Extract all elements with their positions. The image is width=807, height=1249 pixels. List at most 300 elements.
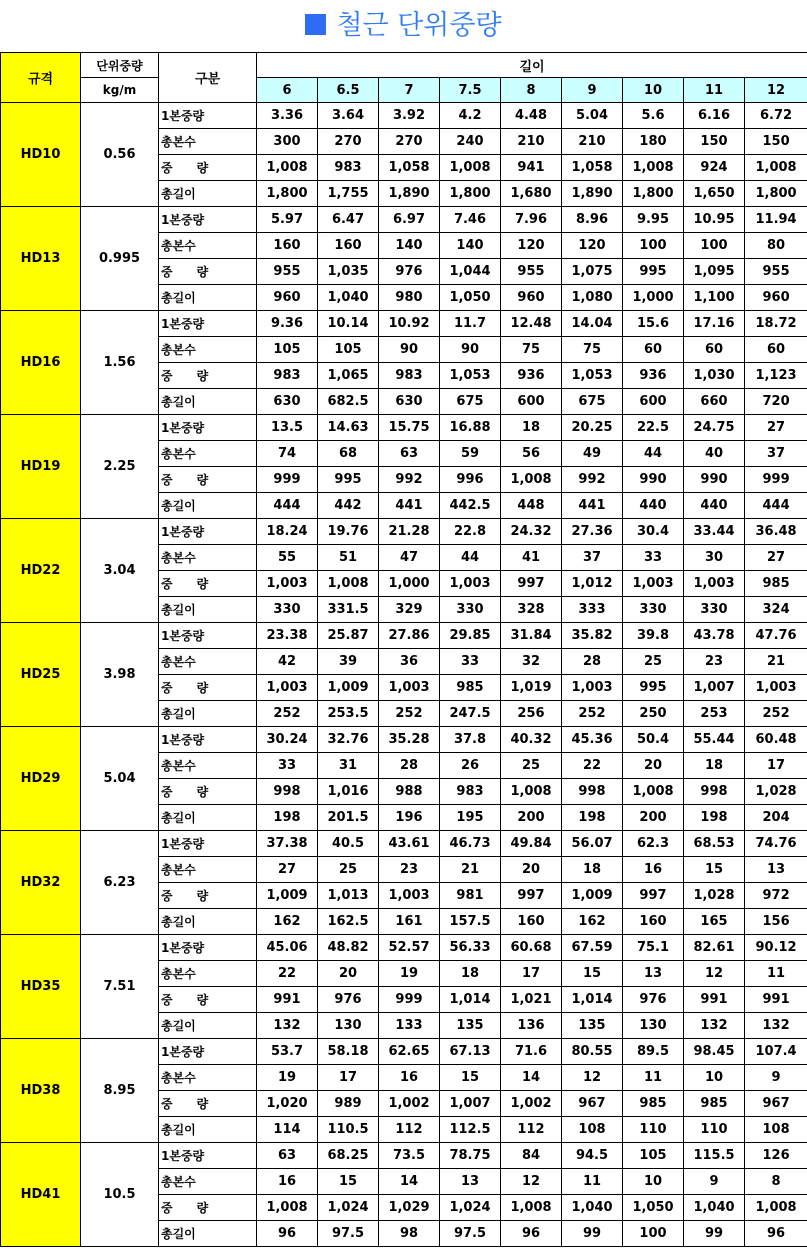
row-label-cell: 중 량 (159, 155, 257, 181)
value-cell: 981 (440, 883, 501, 909)
value-cell: 110 (684, 1117, 745, 1143)
row-label-cell: 1본중량 (159, 415, 257, 441)
value-cell: 1,058 (562, 155, 623, 181)
value-cell: 46.73 (440, 831, 501, 857)
title-bar (0, 0, 807, 52)
value-cell: 960 (745, 285, 807, 311)
spec-cell: HD35 (1, 935, 81, 1039)
value-cell: 1,080 (562, 285, 623, 311)
value-cell: 1,035 (318, 259, 379, 285)
value-cell: 136 (501, 1013, 562, 1039)
value-cell: 1,040 (684, 1195, 745, 1221)
value-cell: 441 (562, 493, 623, 519)
value-cell: 15 (562, 961, 623, 987)
value-cell: 1,019 (501, 675, 562, 701)
value-cell: 18.24 (257, 519, 318, 545)
length-header-cell: 9 (562, 78, 623, 103)
value-cell: 1,008 (745, 155, 807, 181)
value-cell: 1,002 (379, 1091, 440, 1117)
value-cell: 28 (562, 649, 623, 675)
unit-weight-cell: 8.95 (81, 1039, 159, 1143)
value-cell: 19 (257, 1065, 318, 1091)
value-cell: 53.7 (257, 1039, 318, 1065)
value-cell: 60 (684, 337, 745, 363)
value-cell: 324 (745, 597, 807, 623)
value-cell: 49 (562, 441, 623, 467)
value-cell: 330 (684, 597, 745, 623)
value-cell: 1,008 (623, 779, 684, 805)
value-cell: 1,003 (745, 675, 807, 701)
value-cell: 135 (562, 1013, 623, 1039)
value-cell: 62.65 (379, 1039, 440, 1065)
value-cell: 1,800 (623, 181, 684, 207)
value-cell: 4.48 (501, 103, 562, 129)
value-cell: 967 (562, 1091, 623, 1117)
value-cell: 983 (379, 363, 440, 389)
row-label-cell: 총본수 (159, 545, 257, 571)
value-cell: 44 (440, 545, 501, 571)
value-cell: 448 (501, 493, 562, 519)
row-label-cell: 총길이 (159, 285, 257, 311)
value-cell: 200 (501, 805, 562, 831)
value-cell: 60 (623, 337, 684, 363)
value-cell: 25.87 (318, 623, 379, 649)
value-cell: 1,012 (562, 571, 623, 597)
value-cell: 89.5 (623, 1039, 684, 1065)
row-label-cell: 중 량 (159, 779, 257, 805)
value-cell: 250 (623, 701, 684, 727)
row-label-cell: 1본중량 (159, 935, 257, 961)
value-cell: 13 (440, 1169, 501, 1195)
value-cell: 36.48 (745, 519, 807, 545)
row-label-cell: 1본중량 (159, 207, 257, 233)
value-cell: 1,007 (684, 675, 745, 701)
value-cell: 1,003 (623, 571, 684, 597)
value-cell: 33.44 (684, 519, 745, 545)
value-cell: 999 (379, 987, 440, 1013)
value-cell: 6.47 (318, 207, 379, 233)
row-label-cell: 중 량 (159, 1091, 257, 1117)
row-label-cell: 중 량 (159, 987, 257, 1013)
value-cell: 198 (257, 805, 318, 831)
value-cell: 90.12 (745, 935, 807, 961)
row-label-cell: 총본수 (159, 1065, 257, 1091)
value-cell: 1,100 (684, 285, 745, 311)
value-cell: 19.76 (318, 519, 379, 545)
spec-cell: HD41 (1, 1143, 81, 1247)
value-cell: 983 (318, 155, 379, 181)
value-cell: 330 (257, 597, 318, 623)
row-label-cell: 중 량 (159, 675, 257, 701)
value-cell: 39.8 (623, 623, 684, 649)
value-cell: 955 (257, 259, 318, 285)
value-cell: 210 (501, 129, 562, 155)
value-cell: 25 (501, 753, 562, 779)
row-label-cell: 1본중량 (159, 103, 257, 129)
value-cell: 140 (440, 233, 501, 259)
value-cell: 33 (623, 545, 684, 571)
value-cell: 100 (623, 1221, 684, 1247)
row-label-cell: 총길이 (159, 1117, 257, 1143)
value-cell: 40 (684, 441, 745, 467)
value-cell: 1,007 (440, 1091, 501, 1117)
value-cell: 10.14 (318, 311, 379, 337)
value-cell: 1,003 (440, 571, 501, 597)
value-cell: 682.5 (318, 389, 379, 415)
value-cell: 114 (257, 1117, 318, 1143)
value-cell: 998 (562, 779, 623, 805)
value-cell: 1,003 (379, 675, 440, 701)
value-cell: 132 (257, 1013, 318, 1039)
value-cell: 990 (684, 467, 745, 493)
spec-cell: HD22 (1, 519, 81, 623)
value-cell: 3.64 (318, 103, 379, 129)
row-label-cell: 총본수 (159, 337, 257, 363)
value-cell: 924 (684, 155, 745, 181)
value-cell: 992 (562, 467, 623, 493)
value-cell: 1,890 (562, 181, 623, 207)
row-label-cell: 중 량 (159, 467, 257, 493)
value-cell: 270 (379, 129, 440, 155)
value-cell: 1,028 (684, 883, 745, 909)
value-cell: 42 (257, 649, 318, 675)
unit-weight-cell: 5.04 (81, 727, 159, 831)
value-cell: 997 (623, 883, 684, 909)
unit-weight-cell: 0.995 (81, 207, 159, 311)
value-cell: 18.72 (745, 311, 807, 337)
square-bullet-icon (305, 14, 326, 35)
value-cell: 160 (501, 909, 562, 935)
value-cell: 13.5 (257, 415, 318, 441)
value-cell: 1,053 (440, 363, 501, 389)
unit-weight-cell: 0.56 (81, 103, 159, 207)
value-cell: 7.46 (440, 207, 501, 233)
value-cell: 1,053 (562, 363, 623, 389)
row-label-cell: 총길이 (159, 805, 257, 831)
value-cell: 105 (623, 1143, 684, 1169)
value-cell: 24.32 (501, 519, 562, 545)
value-cell: 47.76 (745, 623, 807, 649)
value-cell: 17 (318, 1065, 379, 1091)
length-header-cell: 8 (501, 78, 562, 103)
value-cell: 15.6 (623, 311, 684, 337)
row-label-cell: 총본수 (159, 1169, 257, 1195)
value-cell: 78.75 (440, 1143, 501, 1169)
value-cell: 22.5 (623, 415, 684, 441)
value-cell: 156 (745, 909, 807, 935)
value-cell: 17 (745, 753, 807, 779)
page-title-text: 철근 단위중량 (336, 10, 502, 41)
value-cell: 329 (379, 597, 440, 623)
value-cell: 12 (562, 1065, 623, 1091)
value-cell: 1,003 (684, 571, 745, 597)
value-cell: 15 (684, 857, 745, 883)
value-cell: 63 (379, 441, 440, 467)
value-cell: 27.86 (379, 623, 440, 649)
value-cell: 126 (745, 1143, 807, 1169)
value-cell: 972 (745, 883, 807, 909)
value-cell: 120 (501, 233, 562, 259)
value-cell: 442 (318, 493, 379, 519)
value-cell: 71.6 (501, 1039, 562, 1065)
table-row (1, 311, 807, 337)
value-cell: 1,008 (257, 155, 318, 181)
value-cell: 22 (562, 753, 623, 779)
value-cell: 97.5 (440, 1221, 501, 1247)
table-row (1, 935, 807, 961)
value-cell: 999 (745, 467, 807, 493)
value-cell: 976 (318, 987, 379, 1013)
value-cell: 27.36 (562, 519, 623, 545)
value-cell: 20.25 (562, 415, 623, 441)
value-cell: 14 (501, 1065, 562, 1091)
value-cell: 11.7 (440, 311, 501, 337)
value-cell: 50.4 (623, 727, 684, 753)
value-cell: 11.94 (745, 207, 807, 233)
value-cell: 58.18 (318, 1039, 379, 1065)
value-cell: 253 (684, 701, 745, 727)
spec-cell: HD38 (1, 1039, 81, 1143)
value-cell: 1,008 (623, 155, 684, 181)
value-cell: 600 (623, 389, 684, 415)
value-cell: 1,050 (623, 1195, 684, 1221)
value-cell: 33 (440, 649, 501, 675)
value-cell: 100 (623, 233, 684, 259)
row-label-cell: 총길이 (159, 909, 257, 935)
value-cell: 992 (379, 467, 440, 493)
value-cell: 108 (562, 1117, 623, 1143)
value-cell: 983 (440, 779, 501, 805)
value-cell: 333 (562, 597, 623, 623)
value-cell: 10 (684, 1065, 745, 1091)
value-cell: 74.76 (745, 831, 807, 857)
value-cell: 14 (379, 1169, 440, 1195)
value-cell: 44 (623, 441, 684, 467)
value-cell: 16.88 (440, 415, 501, 441)
value-cell: 60 (745, 337, 807, 363)
value-cell: 18 (562, 857, 623, 883)
value-cell: 444 (257, 493, 318, 519)
value-cell: 990 (623, 467, 684, 493)
value-cell: 110.5 (318, 1117, 379, 1143)
value-cell: 55 (257, 545, 318, 571)
row-label-cell: 총본수 (159, 441, 257, 467)
unit-weight-cell: 3.04 (81, 519, 159, 623)
value-cell: 955 (501, 259, 562, 285)
value-cell: 991 (684, 987, 745, 1013)
value-cell: 330 (440, 597, 501, 623)
value-cell: 112.5 (440, 1117, 501, 1143)
value-cell: 991 (257, 987, 318, 1013)
value-cell: 96 (257, 1221, 318, 1247)
value-cell: 45.06 (257, 935, 318, 961)
value-cell: 11 (562, 1169, 623, 1195)
row-label-cell: 중 량 (159, 571, 257, 597)
value-cell: 1,800 (745, 181, 807, 207)
value-cell: 976 (379, 259, 440, 285)
value-cell: 26 (440, 753, 501, 779)
value-cell: 75.1 (623, 935, 684, 961)
value-cell: 90 (379, 337, 440, 363)
value-cell: 1,680 (501, 181, 562, 207)
value-cell: 6.97 (379, 207, 440, 233)
value-cell: 20 (318, 961, 379, 987)
value-cell: 983 (257, 363, 318, 389)
value-cell: 1,040 (562, 1195, 623, 1221)
value-cell: 1,800 (257, 181, 318, 207)
value-cell: 22 (257, 961, 318, 987)
value-cell: 252 (257, 701, 318, 727)
value-cell: 120 (562, 233, 623, 259)
table-row (1, 103, 807, 129)
value-cell: 960 (257, 285, 318, 311)
length-header-cell: 12 (745, 78, 807, 103)
value-cell: 252 (745, 701, 807, 727)
row-label-cell: 중 량 (159, 1195, 257, 1221)
value-cell: 1,009 (318, 675, 379, 701)
length-header-cell: 7 (379, 78, 440, 103)
value-cell: 1,009 (257, 883, 318, 909)
value-cell: 132 (684, 1013, 745, 1039)
value-cell: 12.48 (501, 311, 562, 337)
row-label-cell: 총본수 (159, 857, 257, 883)
header-unit: kg/m (81, 78, 159, 103)
value-cell: 995 (623, 259, 684, 285)
value-cell: 180 (623, 129, 684, 155)
value-cell: 200 (623, 805, 684, 831)
value-cell: 35.82 (562, 623, 623, 649)
value-cell: 75 (501, 337, 562, 363)
value-cell: 720 (745, 389, 807, 415)
value-cell: 52.57 (379, 935, 440, 961)
value-cell: 108 (745, 1117, 807, 1143)
value-cell: 63 (257, 1143, 318, 1169)
value-cell: 27 (745, 415, 807, 441)
value-cell: 14.04 (562, 311, 623, 337)
table-row (1, 415, 807, 441)
value-cell: 30.4 (623, 519, 684, 545)
value-cell: 68.53 (684, 831, 745, 857)
value-cell: 74 (257, 441, 318, 467)
value-cell: 160 (623, 909, 684, 935)
value-cell: 1,008 (501, 467, 562, 493)
value-cell: 43.78 (684, 623, 745, 649)
row-label-cell: 1본중량 (159, 623, 257, 649)
length-header-cell: 6 (257, 78, 318, 103)
value-cell: 29.85 (440, 623, 501, 649)
value-cell: 100 (684, 233, 745, 259)
value-cell: 39 (318, 649, 379, 675)
value-cell: 1,050 (440, 285, 501, 311)
value-cell: 99 (684, 1221, 745, 1247)
header-unit-weight: 단위중량 (81, 53, 159, 78)
value-cell: 80.55 (562, 1039, 623, 1065)
value-cell: 1,014 (440, 987, 501, 1013)
value-cell: 56.07 (562, 831, 623, 857)
value-cell: 675 (440, 389, 501, 415)
value-cell: 31 (318, 753, 379, 779)
table-row (1, 727, 807, 753)
value-cell: 49.84 (501, 831, 562, 857)
value-cell: 9 (684, 1169, 745, 1195)
value-cell: 988 (379, 779, 440, 805)
value-cell: 35.28 (379, 727, 440, 753)
value-cell: 99 (562, 1221, 623, 1247)
value-cell: 13 (623, 961, 684, 987)
row-label-cell: 총길이 (159, 493, 257, 519)
value-cell: 10 (623, 1169, 684, 1195)
value-cell: 1,123 (745, 363, 807, 389)
value-cell: 15.75 (379, 415, 440, 441)
value-cell: 10.92 (379, 311, 440, 337)
value-cell: 55.44 (684, 727, 745, 753)
value-cell: 1,030 (684, 363, 745, 389)
row-label-cell: 1본중량 (159, 519, 257, 545)
row-label-cell: 총길이 (159, 701, 257, 727)
value-cell: 17.16 (684, 311, 745, 337)
value-cell: 84 (501, 1143, 562, 1169)
value-cell: 6.72 (745, 103, 807, 129)
value-cell: 20 (623, 753, 684, 779)
value-cell: 675 (562, 389, 623, 415)
value-cell: 162 (257, 909, 318, 935)
spec-cell: HD25 (1, 623, 81, 727)
value-cell: 441 (379, 493, 440, 519)
value-cell: 97.5 (318, 1221, 379, 1247)
header-spec: 규격 (1, 53, 81, 103)
value-cell: 253.5 (318, 701, 379, 727)
row-label-cell: 1본중량 (159, 1039, 257, 1065)
value-cell: 440 (684, 493, 745, 519)
value-cell: 9 (745, 1065, 807, 1091)
value-cell: 51 (318, 545, 379, 571)
value-cell: 94.5 (562, 1143, 623, 1169)
unit-weight-cell: 6.23 (81, 831, 159, 935)
value-cell: 941 (501, 155, 562, 181)
value-cell: 196 (379, 805, 440, 831)
value-cell: 5.04 (562, 103, 623, 129)
value-cell: 5.97 (257, 207, 318, 233)
value-cell: 105 (257, 337, 318, 363)
spec-cell: HD19 (1, 415, 81, 519)
row-label-cell: 중 량 (159, 363, 257, 389)
value-cell: 8 (745, 1169, 807, 1195)
value-cell: 247.5 (440, 701, 501, 727)
value-cell: 11 (745, 961, 807, 987)
value-cell: 1,008 (257, 1195, 318, 1221)
page-title (0, 0, 807, 52)
value-cell: 985 (623, 1091, 684, 1117)
value-cell: 8.96 (562, 207, 623, 233)
value-cell: 210 (562, 129, 623, 155)
value-cell: 1,002 (501, 1091, 562, 1117)
value-cell: 48.82 (318, 935, 379, 961)
value-cell: 133 (379, 1013, 440, 1039)
value-cell: 12 (684, 961, 745, 987)
value-cell: 1,024 (318, 1195, 379, 1221)
table-row (1, 623, 807, 649)
value-cell: 37 (745, 441, 807, 467)
value-cell: 16 (379, 1065, 440, 1091)
value-cell: 40.32 (501, 727, 562, 753)
value-cell: 98.45 (684, 1039, 745, 1065)
value-cell: 107.4 (745, 1039, 807, 1065)
value-cell: 985 (440, 675, 501, 701)
value-cell: 43.61 (379, 831, 440, 857)
value-cell: 630 (257, 389, 318, 415)
value-cell: 157.5 (440, 909, 501, 935)
value-cell: 999 (257, 467, 318, 493)
